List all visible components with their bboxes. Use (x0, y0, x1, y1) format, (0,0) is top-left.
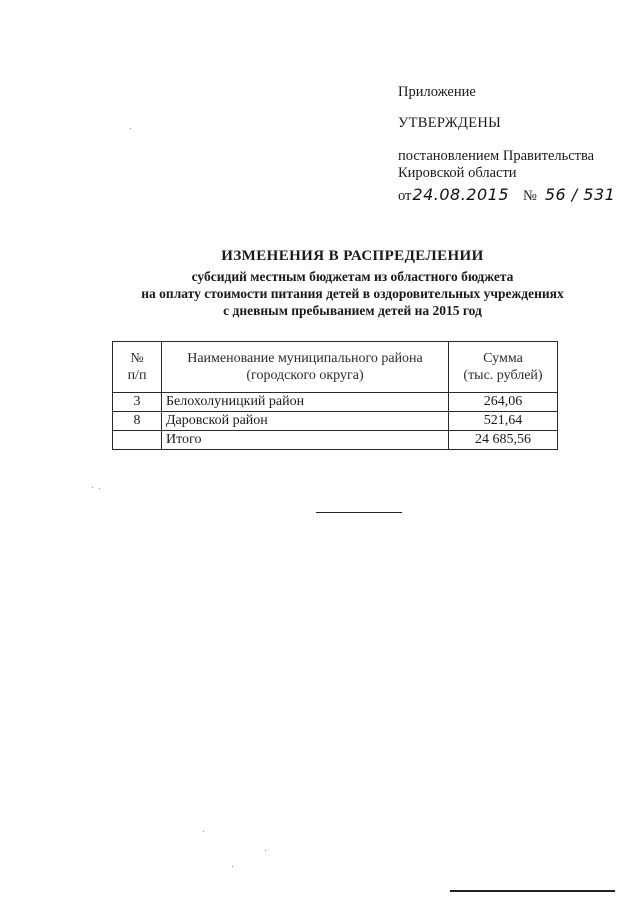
row-no (113, 431, 162, 450)
row-no: 8 (113, 412, 162, 431)
footer-rule (450, 890, 615, 892)
region-line: Кировской области (398, 165, 517, 181)
header-sum-line1: Сумма (483, 351, 523, 366)
table-total-row (113, 431, 558, 450)
decree-line: постановлением Правительства (398, 148, 595, 164)
heading-line-1: субсидий местным бюджетам из областного бюджета (191, 269, 514, 284)
row-name: Белохолуницкий район (162, 393, 449, 412)
header-sum-line2: (тыс. рублей) (463, 368, 543, 383)
row-sum: 521,64 (449, 412, 558, 431)
row-sum: 264,06 (449, 393, 558, 412)
scan-speck (130, 128, 131, 129)
scan-speck (99, 488, 100, 489)
distribution-table (112, 341, 558, 450)
table-row (113, 412, 558, 431)
header-name-line1: Наименование муниципального района (187, 351, 423, 366)
heading-title: ИЗМЕНЕНИЯ В РАСПРЕДЕЛЕНИИ (221, 248, 484, 264)
approved-label: УТВЕРЖДЕНЫ (398, 115, 502, 131)
row-no: 3 (113, 393, 162, 412)
row-sum: 24 685,56 (449, 431, 558, 450)
document-heading (60, 248, 640, 319)
header-no (113, 342, 162, 393)
handwritten-date: 24.08.2015 (412, 185, 510, 204)
date-prefix: от (398, 188, 412, 204)
handwritten-number: 56 / 531 (544, 185, 616, 204)
scan-speck (265, 850, 266, 851)
table-row (113, 393, 558, 412)
end-of-document-rule (316, 512, 402, 513)
number-label: № (523, 188, 537, 204)
scan-speck (92, 487, 93, 488)
header-no-line2: п/п (127, 368, 147, 383)
heading-line-2: на оплату стоимости питания детей в оздоровительных учреждениях (141, 286, 564, 301)
heading-line-3: с дневным пребыванием детей на 2015 год (223, 303, 482, 318)
row-name: Итого (162, 431, 449, 450)
header-name-line2: (городского округа) (246, 368, 364, 383)
table-header-row (113, 342, 558, 393)
header-no-line1: № (130, 351, 144, 366)
date-number-line (398, 186, 628, 205)
header-name (162, 342, 449, 393)
scan-speck (232, 866, 233, 867)
appendix-label: Приложение (398, 84, 476, 100)
row-name: Даровской район (162, 412, 449, 431)
header-sum (449, 342, 558, 393)
scan-speck (203, 831, 204, 832)
approval-block (398, 84, 628, 205)
